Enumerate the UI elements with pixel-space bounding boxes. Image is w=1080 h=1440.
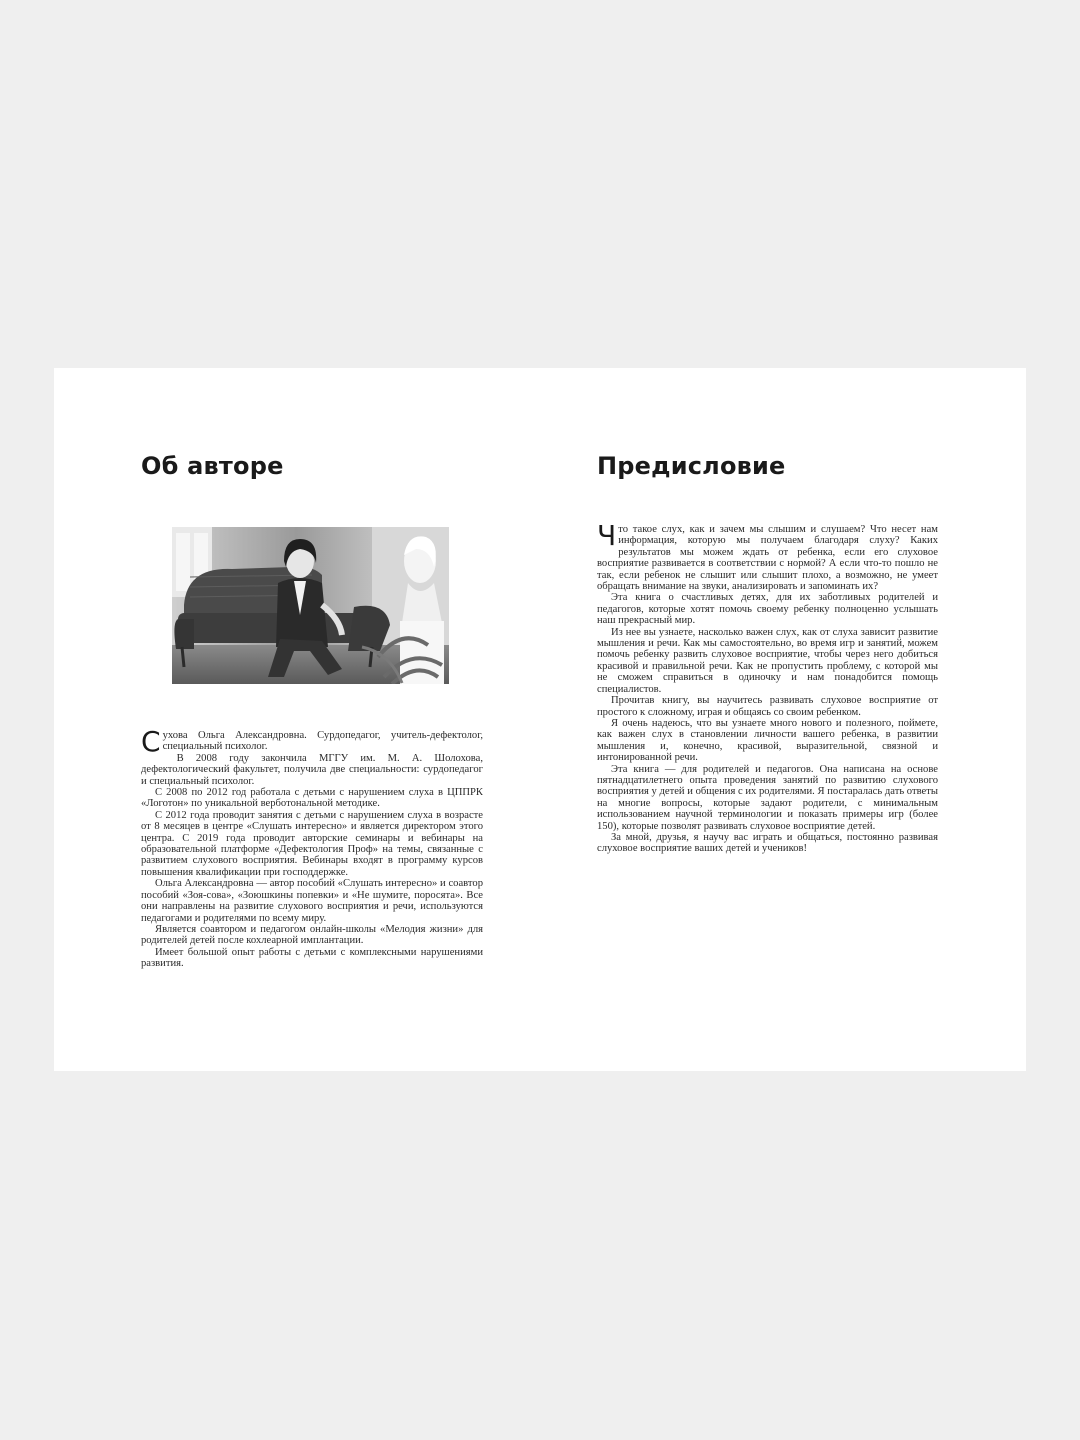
author-photo	[172, 527, 449, 684]
book-spread	[54, 368, 1026, 1071]
page-title: Об авторе	[141, 452, 284, 480]
bio-paragraph: Ольга Александровна — автор пособий «Слушать интересно» и соавтор пособий «Зоя-сова», «Зоюшкины попевки» и «Не шумите, поросята». Все они направлены на развитие слухового восприятия и речи, используются педагогами и родителями по всему миру.	[141, 878, 483, 924]
left-page	[141, 368, 483, 1071]
preface-paragraph: Прочитав книгу, вы научитесь развивать слуховое восприятие от простого к сложному, играя и общаясь со своим ребенком.	[597, 695, 938, 718]
bio-paragraph: С 2008 по 2012 год работала с детьми с нарушением слуха в ЦППРК «Логотон» по уникальной верботональной методике.	[141, 787, 483, 810]
right-page	[597, 368, 938, 1071]
preface-paragraph: Эта книга о счастливых детях, для их заботливых родителей и педагогов, которые хотят помочь своему ребенку полноценно услышать наш прекрасный мир.	[597, 592, 938, 627]
bio-paragraph: В 2008 году закончила МГГУ им. М. А. Шолохова, дефектологический факультет, получила две специальности: сурдопедагог и специальный психолог.	[141, 752, 483, 787]
bio-paragraph: Имеет большой опыт работы с детьми с комплексными нарушениями развития.	[141, 946, 483, 970]
dropcap-letter: Ч	[597, 519, 617, 552]
preface-paragraph: Я очень надеюсь, что вы узнаете много нового и полезного, поймете, как важен слух в становлении личности вашего ребенка, в развитии мышления и, конечно, красивой, выразительной, связной и интонированной речи.	[597, 717, 938, 764]
bio-lead-paragraph	[141, 725, 483, 758]
preface-text	[597, 519, 938, 855]
preface-lead-paragraph	[597, 519, 938, 593]
preface-lead-text: то такое слух, как и зачем мы слышим и слушаем? Что несет нам информация, которую мы получаем благодаря слуху? Каких результатов мы можем ждать от ребенка, если его слуховое восприятие развивается в соответствии с нормой? А если что-то пошло не так, если ребенок не слышит или слышит плохо, а возможно, не умеет обращать внимание на звуки, анализировать и запоминать их?	[597, 524, 938, 593]
preface-paragraph: Эта книга — для родителей и педагогов. Она написана на основе пятнадцатилетнего опыта проведения занятий по развитию слухового восприятия у детей и общения с их родителями. Я постаралась дать ответы на многие вопросы, которые задают родители, с минимальным использованием научной терминологии и показать примеры игр (более 150), которые позволят развивать слуховое восприятие детей.	[597, 763, 938, 832]
author-bio	[141, 725, 483, 970]
page-title: Предисловие	[597, 452, 786, 480]
preface-paragraph: Из нее вы узнаете, насколько важен слух, как от слуха зависит развитие мышления и речи. Как мы самостоятельно, во время игр и занятий, можем помочь ребенку развить слуховое восприятие, чтобы через него добиться красивой и правильной речи. Как не пропустить проблему, с которой мы не сможем справиться в одиночку и нам понадобится помощь специалистов.	[597, 626, 938, 695]
bio-paragraph: С 2012 года проводит занятия с детьми с нарушением слуха в возрасте от 8 месяцев в центре «Слушать интересно» и является директором этого центра. С 2019 года проводит авторские семинары и вебинары на образовательной платформе «Дефектология Проф» на темы, связанные с развитием слухового восприятия. Вебинары входят в программу курсов повышения квалификации при господдержке.	[141, 809, 483, 878]
dropcap-letter: С	[141, 725, 161, 758]
bio-paragraph: Является соавтором и педагогом онлайн-школы «Мелодия жизни» для родителей детей после кохлеарной имплантации.	[141, 923, 483, 947]
bio-lead-text: ухова Ольга Александровна. Сурдопедагог, учитель-дефектолог, специальный психолог.	[162, 730, 483, 753]
preface-paragraph: За мной, друзья, я научу вас играть и общаться, постоянно развивая слуховое восприятие ваших детей и учеников!	[597, 831, 938, 855]
